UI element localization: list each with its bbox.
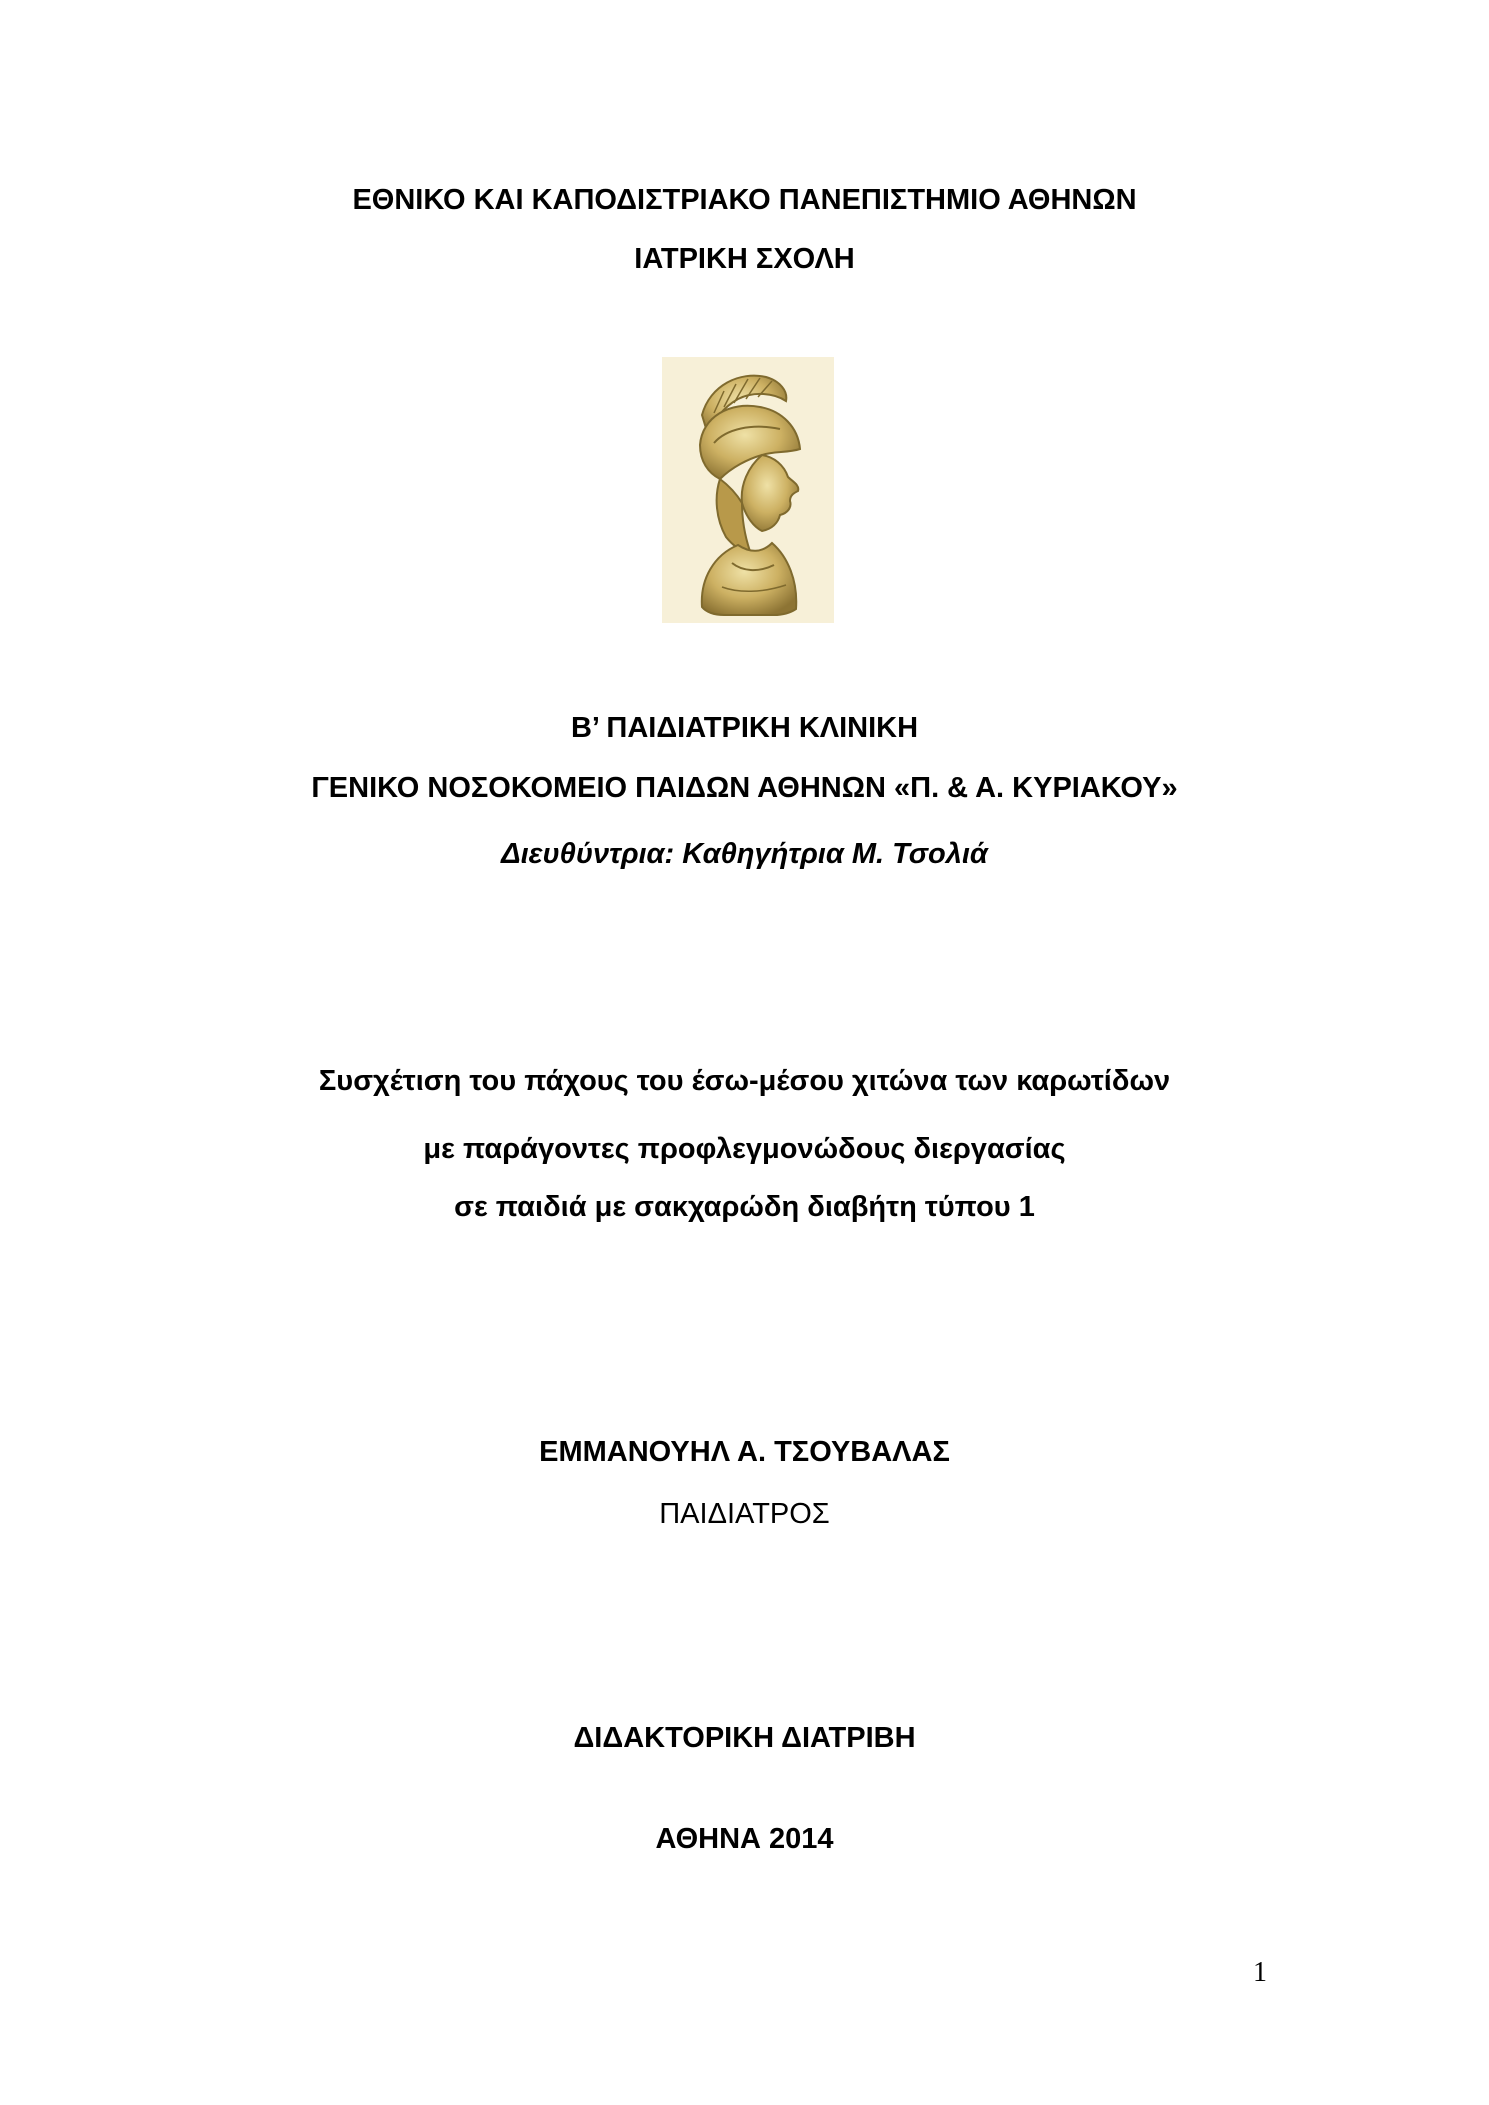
author-profession: ΠΑΙΔΙΑΤΡΟΣ <box>659 1498 830 1530</box>
thesis-title-line-1: Συσχέτιση του πάχους του έσω-μέσου χιτώνα των καρωτίδων <box>318 1065 1171 1097</box>
clinic-name: Β’ ΠΑΙΔΙΑΤΡΙΚΗ ΚΛΙΝΙΚΗ <box>570 712 919 744</box>
thesis-title-line-2: με παράγοντες προφλεγμονώδους διεργασίας <box>423 1133 1066 1165</box>
university-name: ΕΘΝΙΚΟ ΚΑΙ ΚΑΠΟΔΙΣΤΡΙΑΚΟ ΠΑΝΕΠΙΣΤΗΜΙΟ ΑΘΗΝΩΝ <box>352 184 1137 216</box>
page-number: 1 <box>1253 1957 1267 1988</box>
hospital-name: ΓΕΝΙΚΟ ΝΟΣΟΚΟΜΕΙΟ ΠΑΙΔΩΝ ΑΘΗΝΩΝ «Π. & Α. ΚΥΡΙΑΚΟΥ» <box>311 772 1178 804</box>
athena-helmet-emblem <box>662 357 834 623</box>
thesis-title-line-3: σε παιδιά με σακχαρώδη διαβήτη τύπου 1 <box>454 1191 1035 1223</box>
school-name: ΙΑΤΡΙΚΗ ΣΧΟΛΗ <box>634 243 855 275</box>
document-type: ΔΙΔΑΚΤΟΡΙΚΗ ΔΙΑΤΡΙΒΗ <box>573 1722 916 1754</box>
place-year: ΑΘΗΝΑ 2014 <box>655 1823 834 1855</box>
athena-helmet-icon <box>662 357 834 623</box>
author-name: ΕΜΜΑΝΟΥΗΛ Α. ΤΣΟΥΒΑΛΑΣ <box>539 1436 950 1468</box>
director-line: Διευθύντρια: Καθηγήτρια Μ. Τσολιά <box>501 838 988 870</box>
